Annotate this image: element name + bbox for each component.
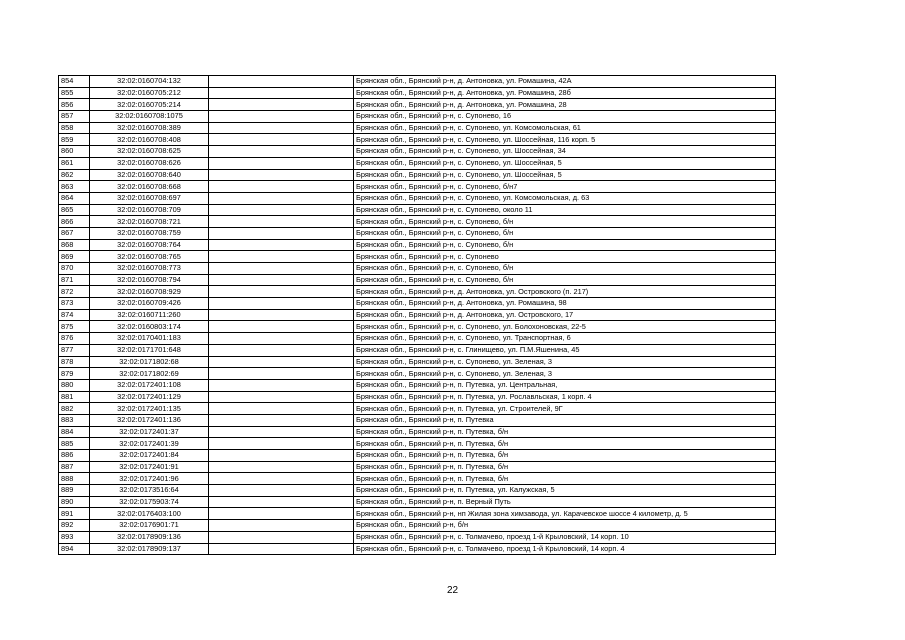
empty-cell [209,426,354,438]
address-cell: Брянская обл., Брянский р-н, с. Супонево, ул. Транспортная, 6 [354,333,776,345]
table-row [59,146,776,158]
empty-cell [209,192,354,204]
table-row [59,485,776,497]
row-number-cell: 872 [59,286,90,298]
table-row [59,391,776,403]
empty-cell [209,473,354,485]
address-cell: Брянская обл., Брянский р-н, нп Жилая зона химзавода, ул. Карачевское шоссе 4 километр, д. 5 [354,508,776,520]
row-number-cell: 859 [59,134,90,146]
empty-cell [209,239,354,251]
row-number-cell: 869 [59,251,90,263]
empty-cell [209,356,354,368]
table-row [59,122,776,134]
empty-cell [209,344,354,356]
cadastral-number-cell: 32:02:0172401:129 [90,391,209,403]
table-row [59,87,776,99]
empty-cell [209,450,354,462]
table-row [59,251,776,263]
empty-cell [209,157,354,169]
table-row [59,520,776,532]
empty-cell [209,216,354,228]
cadastral-number-cell: 32:02:0160711:260 [90,309,209,321]
address-cell: Брянская обл., Брянский р-н, с. Супонево, б/н [354,216,776,228]
empty-cell [209,485,354,497]
address-cell: Брянская обл., Брянский р-н, п. Путевка, ул. Калужская, 5 [354,485,776,497]
cadastral-number-cell: 32:02:0172401:91 [90,461,209,473]
row-number-cell: 892 [59,520,90,532]
row-number-cell: 875 [59,321,90,333]
row-number-cell: 876 [59,333,90,345]
table-row [59,99,776,111]
page-number: 22 [446,585,459,596]
row-number-cell: 856 [59,99,90,111]
address-cell: Брянская обл., Брянский р-н, с. Супонево, ул. Зеленая, 3 [354,356,776,368]
address-cell: Брянская обл., Брянский р-н, п. Путевка, ул. Центральная, [354,379,776,391]
cadastral-number-cell: 32:02:0172401:37 [90,426,209,438]
table-row [59,263,776,275]
row-number-cell: 854 [59,76,90,88]
address-cell: Брянская обл., Брянский р-н, с. Супонево, ул. Комсомольская, 61 [354,122,776,134]
address-cell: Брянская обл., Брянский р-н, с. Супонево, б/н [354,263,776,275]
empty-cell [209,461,354,473]
address-cell: Брянская обл., Брянский р-н, с. Супонево, 16 [354,111,776,123]
table-row [59,356,776,368]
address-cell: Брянская обл., Брянский р-н, б/н [354,520,776,532]
cadastral-number-cell: 32:02:0160708:765 [90,251,209,263]
row-number-cell: 882 [59,403,90,415]
row-number-cell: 868 [59,239,90,251]
table-row [59,111,776,123]
table-row [59,414,776,426]
cadastral-number-cell: 32:02:0160708:764 [90,239,209,251]
row-number-cell: 865 [59,204,90,216]
address-cell: Брянская обл., Брянский р-н, с. Супонево, около 11 [354,204,776,216]
table-row [59,298,776,310]
address-cell: Брянская обл., Брянский р-н, с. Глинищево, ул. П.М.Яшенина, 45 [354,344,776,356]
row-number-cell: 884 [59,426,90,438]
cadastral-number-cell: 32:02:0160708:929 [90,286,209,298]
cadastral-number-cell: 32:02:0160705:214 [90,99,209,111]
row-number-cell: 864 [59,192,90,204]
address-cell: Брянская обл., Брянский р-н, с. Супонево, ул. Шоссейная, 5 [354,157,776,169]
row-number-cell: 879 [59,368,90,380]
row-number-cell: 886 [59,450,90,462]
address-cell: Брянская обл., Брянский р-н, п. Путевка, б/н [354,473,776,485]
row-number-cell: 863 [59,181,90,193]
address-cell: Брянская обл., Брянский р-н, с. Супонево, ул. Болохоновская, 22-5 [354,321,776,333]
row-number-cell: 861 [59,157,90,169]
row-number-cell: 891 [59,508,90,520]
cadastral-number-cell: 32:02:0176403:100 [90,508,209,520]
row-number-cell: 893 [59,531,90,543]
address-cell: Брянская обл., Брянский р-н, с. Толмачево, проезд 1-й Крыловский, 14 корп. 10 [354,531,776,543]
address-cell: Брянская обл., Брянский р-н, д. Антоновка, ул. Ромашина, 28б [354,87,776,99]
cadastral-number-cell: 32:02:0172401:108 [90,379,209,391]
table-row [59,239,776,251]
cadastral-number-cell: 32:02:0160708:709 [90,204,209,216]
cadastral-number-cell: 32:02:0160708:668 [90,181,209,193]
empty-cell [209,298,354,310]
cadastral-number-cell: 32:02:0160708:389 [90,122,209,134]
empty-cell [209,333,354,345]
cadastral-number-cell: 32:02:0160708:1075 [90,111,209,123]
table-row [59,157,776,169]
empty-cell [209,134,354,146]
table-row [59,496,776,508]
table-row [59,450,776,462]
row-number-cell: 873 [59,298,90,310]
empty-cell [209,146,354,158]
table-row [59,169,776,181]
cadastral-number-cell: 32:02:0170401:183 [90,333,209,345]
empty-cell [209,99,354,111]
table-row [59,473,776,485]
cadastral-number-cell: 32:02:0160705:212 [90,87,209,99]
empty-cell [209,274,354,286]
table-row [59,333,776,345]
property-registry-table [58,75,776,555]
row-number-cell: 880 [59,379,90,391]
table-row [59,309,776,321]
row-number-cell: 862 [59,169,90,181]
table-row [59,286,776,298]
address-cell: Брянская обл., Брянский р-н, с. Супонево, ул. Шоссейная, 116 корп. 5 [354,134,776,146]
address-cell: Брянская обл., Брянский р-н, д. Антоновка, ул. Островского, 17 [354,309,776,321]
empty-cell [209,531,354,543]
cadastral-number-cell: 32:02:0172401:39 [90,438,209,450]
cadastral-number-cell: 32:02:0172401:135 [90,403,209,415]
table-row [59,227,776,239]
cadastral-number-cell: 32:02:0173516:64 [90,485,209,497]
empty-cell [209,204,354,216]
row-number-cell: 867 [59,227,90,239]
row-number-cell: 870 [59,263,90,275]
cadastral-number-cell: 32:02:0160708:759 [90,227,209,239]
address-cell: Брянская обл., Брянский р-н, д. Антоновка, ул. Островского (п. 217) [354,286,776,298]
table-row [59,403,776,415]
empty-cell [209,321,354,333]
empty-cell [209,368,354,380]
empty-cell [209,496,354,508]
empty-cell [209,403,354,415]
address-cell: Брянская обл., Брянский р-н, с. Супонево, б/н [354,274,776,286]
cadastral-number-cell: 32:02:0175903:74 [90,496,209,508]
row-number-cell: 889 [59,485,90,497]
address-cell: Брянская обл., Брянский р-н, п. Путевка [354,414,776,426]
address-cell: Брянская обл., Брянский р-н, с. Супонево, ул. Шоссейная, 5 [354,169,776,181]
row-number-cell: 881 [59,391,90,403]
cadastral-number-cell: 32:02:0160709:426 [90,298,209,310]
cadastral-number-cell: 32:02:0160708:773 [90,263,209,275]
address-cell: Брянская обл., Брянский р-н, с. Супонево, ул. Комсомольская, д. 63 [354,192,776,204]
address-cell: Брянская обл., Брянский р-н, п. Путевка, б/н [354,438,776,450]
empty-cell [209,111,354,123]
row-number-cell: 878 [59,356,90,368]
address-cell: Брянская обл., Брянский р-н, д. Антоновка, ул. Ромашина, 42А [354,76,776,88]
address-cell: Брянская обл., Брянский р-н, с. Супонево, б/н [354,239,776,251]
address-cell: Брянская обл., Брянский р-н, п. Путевка, б/н [354,461,776,473]
table-row [59,76,776,88]
empty-cell [209,520,354,532]
empty-cell [209,76,354,88]
cadastral-number-cell: 32:02:0171802:68 [90,356,209,368]
row-number-cell: 890 [59,496,90,508]
cadastral-number-cell: 32:02:0172401:136 [90,414,209,426]
empty-cell [209,227,354,239]
registry-table-body [59,76,776,555]
cadastral-number-cell: 32:02:0160708:408 [90,134,209,146]
empty-cell [209,169,354,181]
empty-cell [209,263,354,275]
row-number-cell: 888 [59,473,90,485]
row-number-cell: 871 [59,274,90,286]
empty-cell [209,286,354,298]
address-cell: Брянская обл., Брянский р-н, п. Путевка, ул. Строителей, 9Г [354,403,776,415]
table-row [59,543,776,555]
table-row [59,181,776,193]
cadastral-number-cell: 32:02:0160704:132 [90,76,209,88]
empty-cell [209,181,354,193]
table-row [59,344,776,356]
row-number-cell: 874 [59,309,90,321]
row-number-cell: 894 [59,543,90,555]
table-row [59,368,776,380]
table-row [59,204,776,216]
empty-cell [209,309,354,321]
cadastral-number-cell: 32:02:0172401:84 [90,450,209,462]
cadastral-number-cell: 32:02:0172401:96 [90,473,209,485]
table-row [59,321,776,333]
row-number-cell: 877 [59,344,90,356]
empty-cell [209,251,354,263]
empty-cell [209,122,354,134]
address-cell: Брянская обл., Брянский р-н, с. Толмачево, проезд 1-й Крыловский, 14 корп. 4 [354,543,776,555]
row-number-cell: 855 [59,87,90,99]
address-cell: Брянская обл., Брянский р-н, д. Антоновка, ул. Ромашина, 28 [354,99,776,111]
table-row [59,508,776,520]
address-cell: Брянская обл., Брянский р-н, с. Супонево, ул. Шоссейная, 34 [354,146,776,158]
address-cell: Брянская обл., Брянский р-н, с. Супонево, б/н7 [354,181,776,193]
cadastral-number-cell: 32:02:0160708:794 [90,274,209,286]
cadastral-number-cell: 32:02:0160708:721 [90,216,209,228]
table-row [59,216,776,228]
row-number-cell: 857 [59,111,90,123]
cadastral-number-cell: 32:02:0178909:136 [90,531,209,543]
address-cell: Брянская обл., Брянский р-н, с. Супонево, б/н [354,227,776,239]
empty-cell [209,87,354,99]
address-cell: Брянская обл., Брянский р-н, д. Антоновка, ул. Ромашина, 98 [354,298,776,310]
table-row [59,379,776,391]
address-cell: Брянская обл., Брянский р-н, п. Путевка, ул. Рославльская, 1 корп. 4 [354,391,776,403]
address-cell: Брянская обл., Брянский р-н, п. Путевка, б/н [354,450,776,462]
empty-cell [209,414,354,426]
empty-cell [209,438,354,450]
address-cell: Брянская обл., Брянский р-н, с. Супонево [354,251,776,263]
cadastral-number-cell: 32:02:0178909:137 [90,543,209,555]
cadastral-number-cell: 32:02:0176901:71 [90,520,209,532]
row-number-cell: 887 [59,461,90,473]
address-cell: Брянская обл., Брянский р-н, с. Супонево, ул. Зеленая, 3 [354,368,776,380]
address-cell: Брянская обл., Брянский р-н, п. Верный Путь [354,496,776,508]
table-row [59,531,776,543]
row-number-cell: 860 [59,146,90,158]
row-number-cell: 866 [59,216,90,228]
row-number-cell: 883 [59,414,90,426]
table-row [59,192,776,204]
address-cell: Брянская обл., Брянский р-н, п. Путевка, б/н [354,426,776,438]
table-row [59,426,776,438]
cadastral-number-cell: 32:02:0160803:174 [90,321,209,333]
table-row [59,438,776,450]
table-row [59,134,776,146]
cadastral-number-cell: 32:02:0160708:626 [90,157,209,169]
empty-cell [209,543,354,555]
cadastral-number-cell: 32:02:0160708:697 [90,192,209,204]
empty-cell [209,508,354,520]
cadastral-number-cell: 32:02:0171701:648 [90,344,209,356]
empty-cell [209,391,354,403]
row-number-cell: 858 [59,122,90,134]
empty-cell [209,379,354,391]
table-row [59,461,776,473]
cadastral-number-cell: 32:02:0171802:69 [90,368,209,380]
cadastral-number-cell: 32:02:0160708:625 [90,146,209,158]
row-number-cell: 885 [59,438,90,450]
cadastral-number-cell: 32:02:0160708:640 [90,169,209,181]
table-row [59,274,776,286]
